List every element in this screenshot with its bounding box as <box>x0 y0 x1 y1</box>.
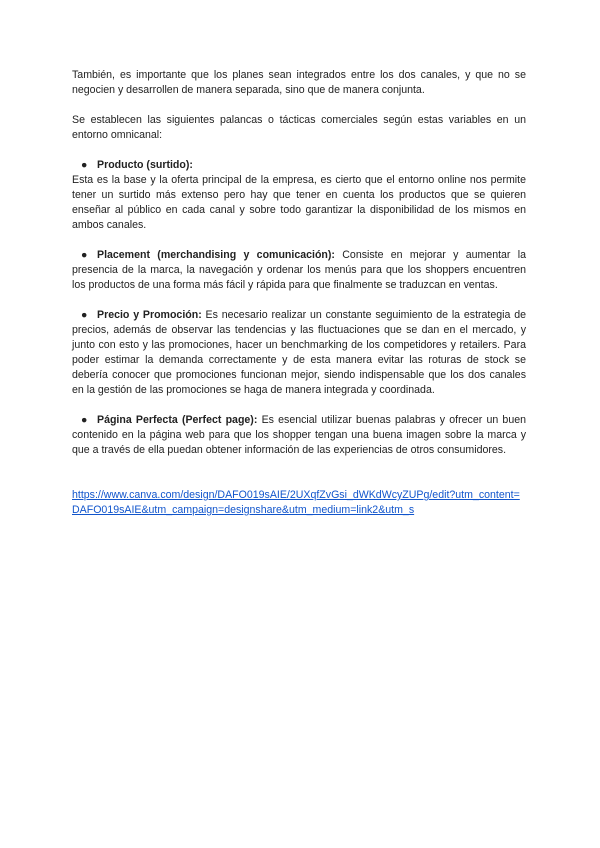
canva-design-link[interactable]: https://www.canva.com/design/DAFO019sAIE/2UXqfZvGsi_dWKdWcyZUPg/edit?utm_content=DAFO019sAIE&utm_campaign=designshare&utm_medium=link2&utm_s <box>72 489 520 516</box>
intro-paragraph-1: También, es importante que los planes sean integrados entre los dos canales, y que no se negocien y desarrollen de manera separada, sino que de manera conjunta. <box>72 69 526 96</box>
bullet-heading-producto <box>72 158 526 173</box>
canva-link-paragraph <box>72 488 526 518</box>
bullet-heading-text: Producto (surtido): <box>97 159 193 171</box>
bullet-body-text: Consiste en mejorar y aumentar la presencia de la marca, la navegación y ordenar los menús para que los shoppers encuentren los productos de una forma más fácil y rápida para que finalmente se traduzcan en ventas. <box>72 249 526 291</box>
bullet-heading-text: Página Perfecta (Perfect page): <box>97 414 258 426</box>
spacer <box>72 398 526 413</box>
bullet-lead <box>72 249 335 261</box>
bullet-body-text: Es esencial utilizar buenas palabras y ofrecer un buen contenido en la página web para que los shopper tengan una buena imagen sobre la marca y que a través de ella puedan obtener información de las experiencias de otros consumidores. <box>72 414 527 456</box>
bullet-paragraph-pagina <box>72 413 526 458</box>
intro-paragraph-2: Se establecen las siguientes palancas o tácticas comerciales según estas variables en un entorno omnicanal: <box>72 114 526 141</box>
document-page <box>72 68 526 518</box>
bullet-body-text: Es necesario realizar un constante seguimiento de la estrategia de precios, además de observar las tendencias y las fluctuaciones que se dan en el mercado, y junto con esto y las promociones, hacer un benchmarking de los competidores y retailers. Para poder estimar la demanda correctamente y de esta manera evitar las roturas de stock se debería conocer que promociones funcionan mejor, siendo indispensable que los dos canales en la gestión de las promociones se haga de manera integrada y coordinada. <box>72 309 526 396</box>
spacer <box>72 233 526 248</box>
spacer <box>72 458 526 473</box>
spacer <box>72 98 526 113</box>
spacer <box>72 293 526 308</box>
bullet-paragraph-placement <box>72 248 526 293</box>
bullet-icon: ● <box>81 309 88 321</box>
bullet-paragraph-precio <box>72 308 526 398</box>
bullet-icon: ● <box>81 414 88 426</box>
bullet-icon: ● <box>81 249 88 261</box>
bullet-lead <box>72 309 202 321</box>
bullet-body-producto: Esta es la base y la oferta principal de la empresa, es cierto que el entorno online nos permite tener un surtido más extenso pero hay que tener en cuenta los productos que se quieren enseñar al público en cada canal y sobre todo garantizar la disponibilidad de los mismos en ambos canales. <box>72 174 526 231</box>
spacer <box>72 143 526 158</box>
bullet-heading-text: Placement (merchandising y comunicación): <box>97 249 335 261</box>
bullet-icon: ● <box>81 159 88 171</box>
spacer <box>72 473 526 488</box>
bullet-lead <box>72 414 257 426</box>
bullet-heading-text: Precio y Promoción: <box>97 309 202 321</box>
